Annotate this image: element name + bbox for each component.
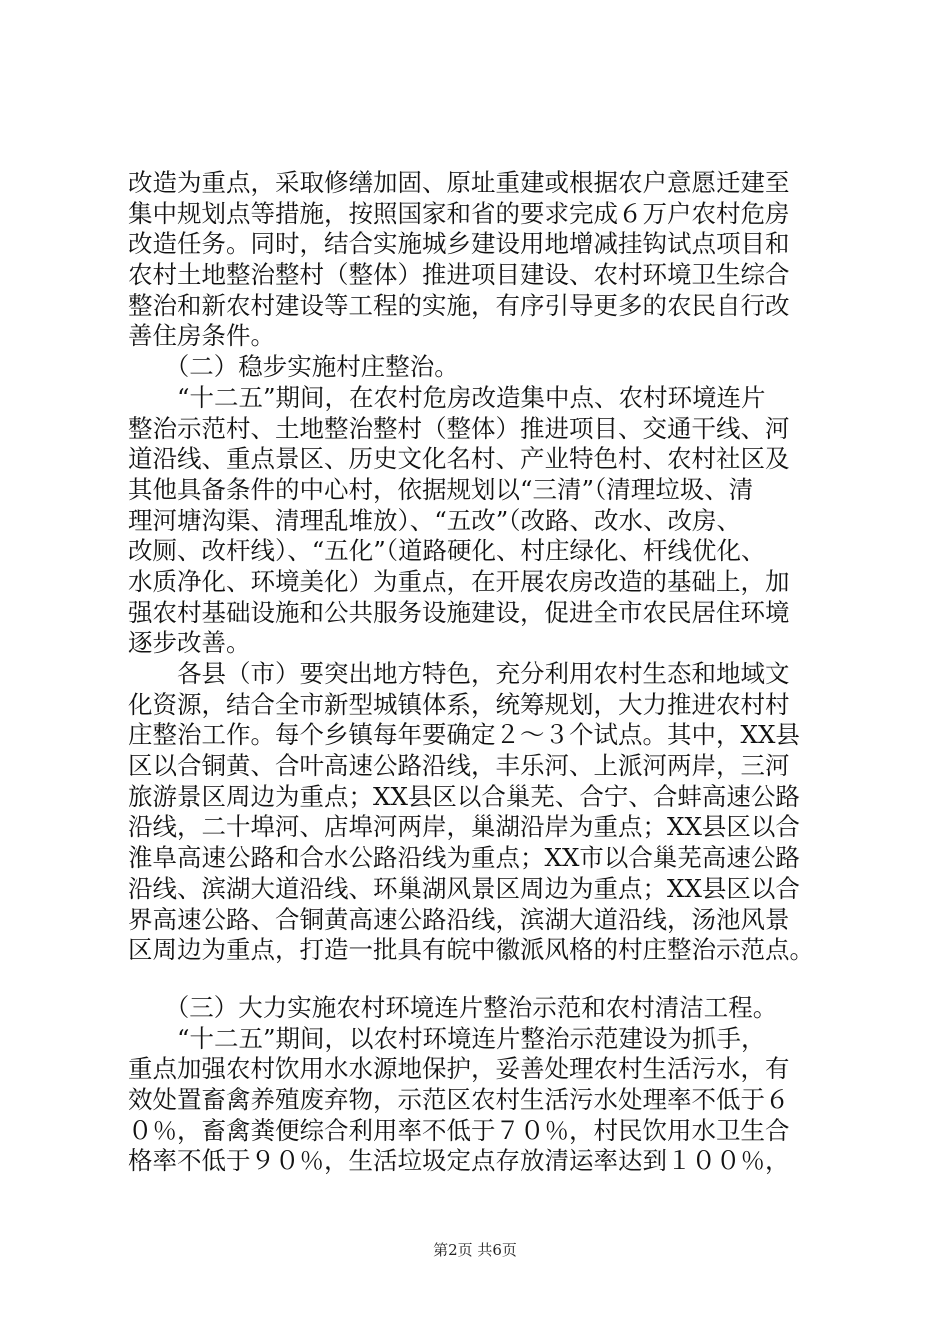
text-line: 化资源，结合全市新型城镇体系，统筹规划，大力推进农村村 xyxy=(128,689,790,719)
text-line: 其他具备条件的中心村，依据规划以“三清”（清理垃圾、清 xyxy=(128,474,754,504)
text-line: 农村土地整治整村（整体）推进项目建设、农村环境卫生综合 xyxy=(128,260,790,290)
text-line: 改造为重点，采取修缮加固、原址重建或根据农户意愿迁建至 xyxy=(128,168,790,197)
text-line: 沿线，二十埠河、店埠河两岸，巢湖沿岸为重点；XX县区以合 xyxy=(128,812,800,842)
page-number-footer: 第2页 共6页 xyxy=(433,1241,517,1259)
text-line: 淮阜高速公路和合水公路沿线为重点；XX市以合巢芜高速公路 xyxy=(128,843,800,873)
text-line: 理河塘沟渠、清理乱堆放）、“五改”（改路、改水、改房、 xyxy=(128,505,742,535)
text-line: 效处置畜禽养殖废弃物，示范区农村生活污水处理率不低于６ xyxy=(128,1084,790,1114)
text-line: 区周边为重点，打造一批具有皖中徽派风格的村庄整治示范点。 xyxy=(128,935,814,965)
text-line: （三）大力实施农村环境连片整治示范和农村清洁工程。 xyxy=(128,992,778,1022)
text-line: 沿线、滨湖大道沿线、环巢湖风景区周边为重点；XX县区以合 xyxy=(128,873,800,903)
text-line: 界高速公路、合铜黄高速公路沿线，滨湖大道沿线，汤池风景 xyxy=(128,904,790,934)
text-line: 善住房条件。 xyxy=(128,321,275,351)
text-line: 旅游景区周边为重点；XX县区以合巢芜、合宁、合蚌高速公路 xyxy=(128,781,800,811)
text-line: 水质净化、环境美化）为重点，在开展农房改造的基础上，加 xyxy=(128,566,790,596)
document-body xyxy=(128,168,852,1177)
text-line: “十二五”期间，在农村危房改造集中点、农村环境连片 xyxy=(128,382,766,412)
text-line: （二）稳步实施村庄整治。 xyxy=(128,352,459,382)
text-line: 整治和新农村建设等工程的实施，有序引导更多的农民自行改 xyxy=(128,290,790,320)
body-section-2 xyxy=(128,993,852,1177)
body-section-1 xyxy=(128,168,852,966)
text-line: 庄整治工作。每个乡镇每年要确定２～３个试点。其中，XX县 xyxy=(128,720,800,750)
text-line: 格率不低于９０％，生活垃圾定点存放清运率达到１００％， xyxy=(128,1146,790,1176)
text-line: 各县（市）要突出地方特色，充分利用农村生态和地域文 xyxy=(128,659,790,688)
text-line: 改造任务。同时，结合实施城乡建设用地增减挂钩试点项目和 xyxy=(128,229,790,259)
text-line: 逐步改善。 xyxy=(128,628,251,658)
text-line: “十二五”期间，以农村环境连片整治示范建设为抓手， xyxy=(128,1023,766,1053)
text-line: 道沿线、重点景区、历史文化名村、产业特色村、农村社区及 xyxy=(128,444,790,474)
text-line: 改厕、改杆线）、“五化”（道路硬化、村庄绿化、杆线优化、 xyxy=(128,536,766,566)
text-line: 区以合铜黄、合叶高速公路沿线，丰乐河、上派河两岸，三河 xyxy=(128,751,790,781)
text-line: 整治示范村、土地整治整村（整体）推进项目、交通干线、河 xyxy=(128,413,790,443)
text-line: ０％，畜禽粪便综合利用率不低于７０％，村民饮用水卫生合 xyxy=(128,1115,790,1145)
paragraph-gap xyxy=(128,966,852,993)
text-line: 集中规划点等措施，按照国家和省的要求完成６万户农村危房 xyxy=(128,198,790,228)
text-line: 重点加强农村饮用水水源地保护，妥善处理农村生活污水，有 xyxy=(128,1054,790,1084)
text-line: 强农村基础设施和公共服务设施建设，促进全市农民居住环境 xyxy=(128,597,790,627)
